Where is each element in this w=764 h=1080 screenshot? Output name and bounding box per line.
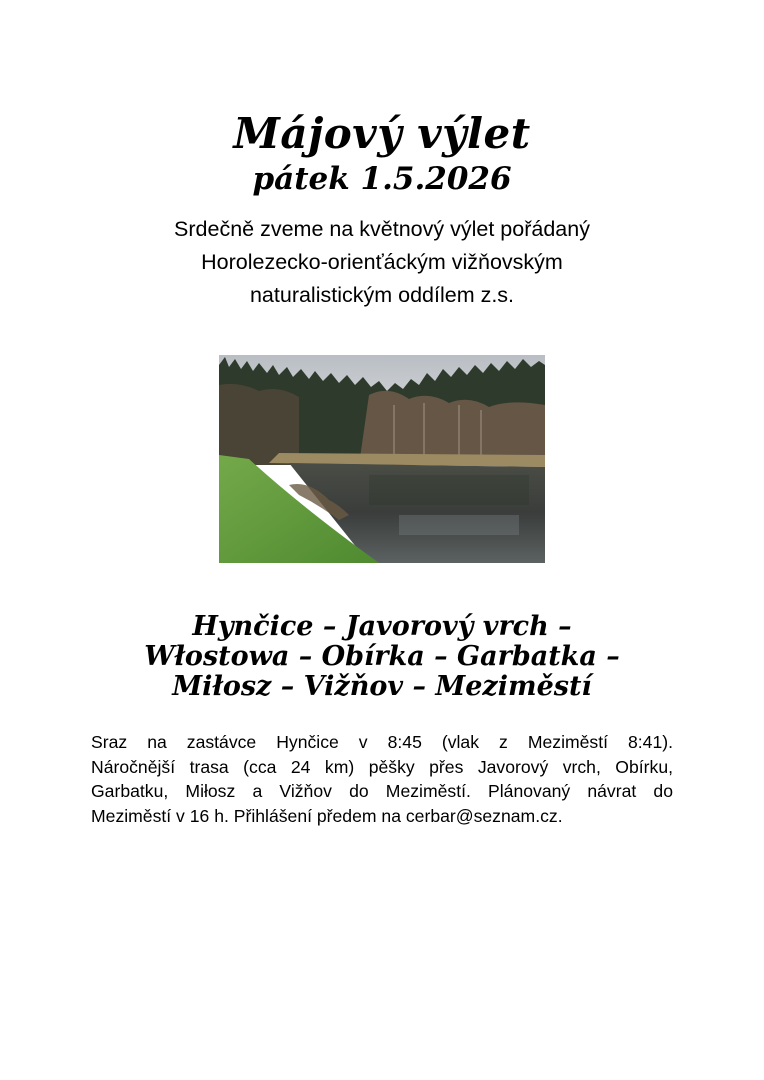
trip-details [91,730,673,828]
page-title: Májový výlet [233,109,531,158]
route-line: Włostowa – Obírka – Garbatka – [144,641,620,672]
details-line: Sraz na zastávce Hynčice v 8:45 (vlak z Meziměstí 8:41). [91,732,673,752]
invitation-text [60,213,704,312]
invitation-line: naturalistickým oddílem z.s. [249,283,515,307]
landscape-photo [219,355,545,563]
event-date: pátek 1.5.2026 [252,161,512,197]
invitation-line: Horolezecko-orienťáckým vižňovským [201,250,563,274]
route-line: Hynčice – Javorový vrch – [192,611,572,642]
route-line: Miłosz – Vižňov – Meziměstí [172,671,592,702]
details-line: Náročnější trasa (cca 24 km) pěšky přes Javorový vrch, Obírku, [91,756,673,777]
invitation-line: Srdečně zveme na květnový výlet pořádaný [174,217,590,241]
route-title [0,612,764,702]
details-line: Garbatku, Miłosz a Vižňov do Meziměstí. Plánovaný návrat do [91,781,673,801]
details-line: Meziměstí v 16 h. Přihlášení předem na cerbar@seznam.cz. [91,805,563,826]
